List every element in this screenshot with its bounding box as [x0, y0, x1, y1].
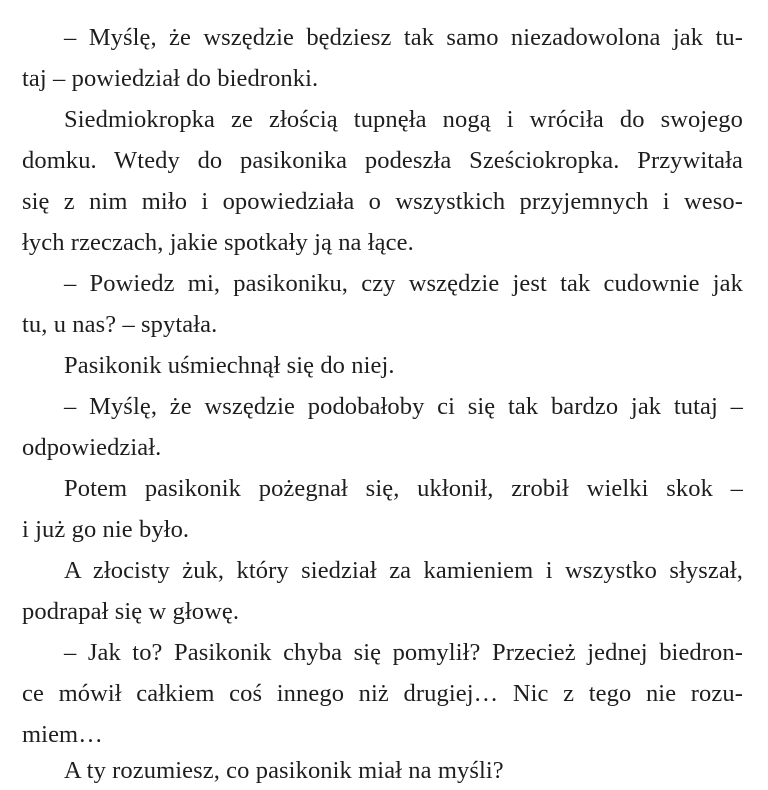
- text-line: łych rzeczach, jakie spotkały ją na łące.: [22, 229, 414, 256]
- text-line: – Myślę, że wszędzie będziesz tak samo niezadowolona jak tu-: [64, 24, 743, 51]
- text-line: domku. Wtedy do pasikonika podeszła Sześciokropka. Przywitała: [22, 147, 743, 174]
- text-line: – Jak to? Pasikonik chyba się pomylił? Przecież jednej biedron-: [64, 639, 743, 666]
- text-line: ce mówił całkiem coś innego niż drugiej… Nic z tego nie rozu-: [22, 680, 743, 707]
- text-line: i już go nie było.: [22, 516, 190, 543]
- text-line: miem…: [22, 721, 103, 748]
- text-line: A ty rozumiesz, co pasikonik miał na myśli?: [64, 757, 504, 784]
- text-line: – Myślę, że wszędzie podobałoby ci się tak bardzo jak tutaj –: [64, 393, 743, 420]
- text-line: A złocisty żuk, który siedział za kamieniem i wszystko słyszał,: [64, 557, 743, 584]
- text-line: – Powiedz mi, pasikoniku, czy wszędzie jest tak cudownie jak: [64, 270, 743, 297]
- text-line: odpowiedział.: [22, 434, 162, 461]
- text-line: tu, u nas? – spytała.: [22, 311, 218, 338]
- text-line: Siedmiokropka ze złością tupnęła nogą i wróciła do swojego: [64, 106, 743, 133]
- text-line: się z nim miło i opowiedziała o wszystkich przyjemnych i weso-: [22, 188, 743, 215]
- text-line: Pasikonik uśmiechnął się do niej.: [64, 352, 395, 379]
- text-line: Potem pasikonik pożegnał się, ukłonił, zrobił wielki skok –: [64, 475, 743, 502]
- text-line: podrapał się w głowę.: [22, 598, 240, 625]
- text-line: taj – powiedział do biedronki.: [22, 65, 319, 92]
